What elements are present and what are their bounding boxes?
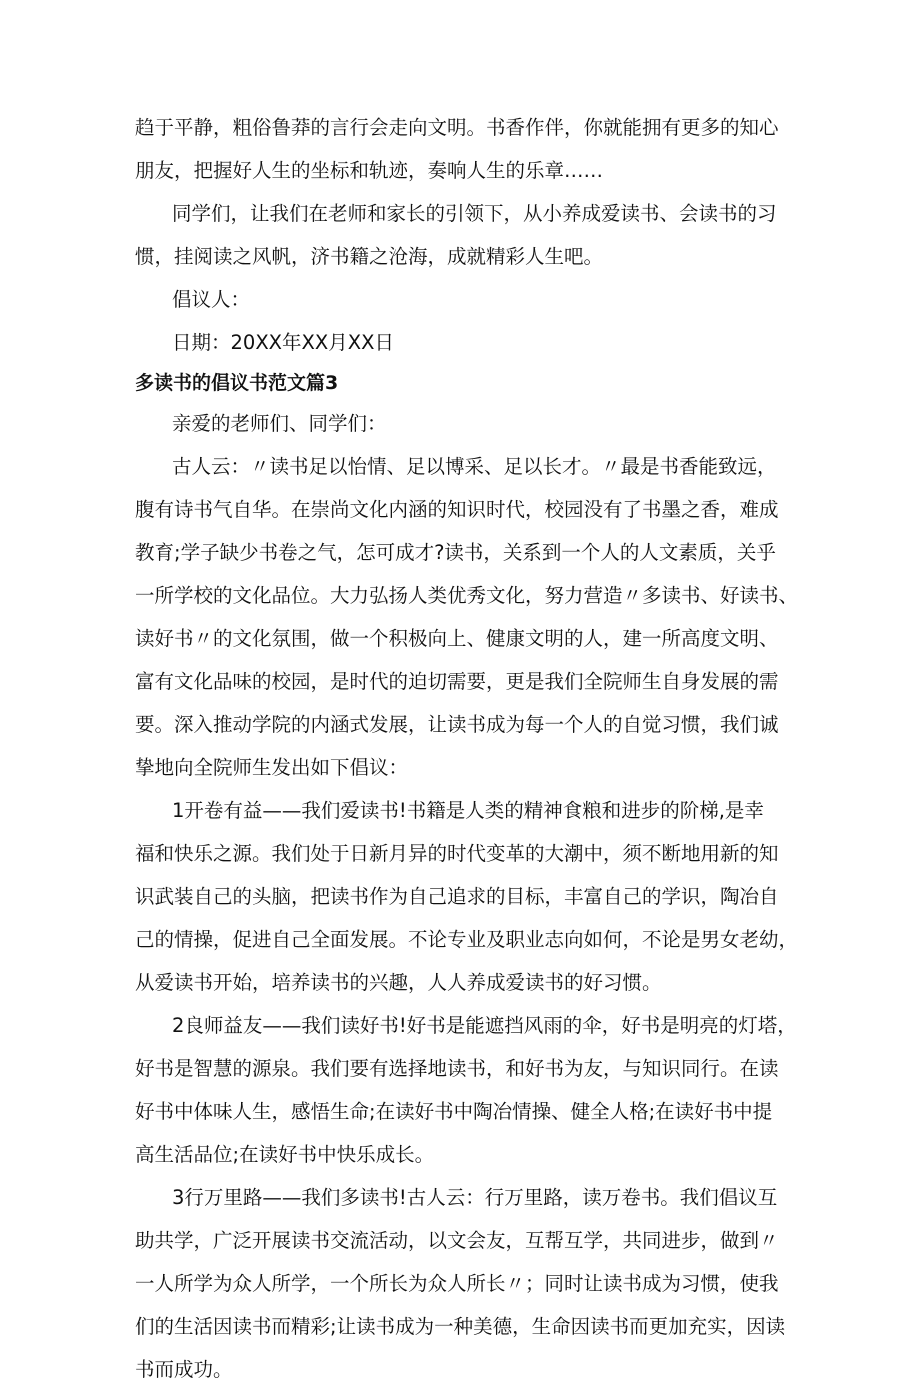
proposer-label: 倡议人： [172, 288, 251, 311]
paragraph-line: 3行万里路——我们多读书!古人云：行万里路，读万卷书。我们倡议互 [172, 1186, 778, 1209]
paragraph-line: 惯，挂阅读之风帆，济书籍之沧海，成就精彩人生吧。 [135, 245, 604, 268]
paragraph-line: 同学们，让我们在老师和家长的引领下，从小养成爱读书、会读书的习 [172, 202, 777, 225]
paragraph-line: 挚地向全院师生发出如下倡议： [135, 756, 409, 779]
date-line: 日期：20XX年XX月XX日 [172, 331, 394, 354]
paragraph-line: 教育;学子缺少书卷之气，怎可成才?读书，关系到一个人的人文素质，关乎 [135, 541, 776, 564]
paragraph-line: 1开卷有益——我们爱读书!书籍是人类的精神食粮和进步的阶梯,是幸 [172, 799, 764, 822]
document-page [135, 106, 799, 1391]
paragraph-line: 要。深入推动学院的内涵式发展，让读书成为每一个人的自觉习惯，我们诚 [135, 713, 779, 736]
paragraph-line: 富有文化品味的校园，是时代的迫切需要，更是我们全院师生自身发展的需 [135, 670, 779, 693]
section-title: 多读书的倡议书范文篇3 [135, 372, 339, 394]
paragraph-line: 福和快乐之源。我们处于日新月异的时代变革的大潮中，须不断地用新的知 [135, 842, 779, 865]
paragraph-line: 朋友，把握好人生的坐标和轨迹，奏响人生的乐章…… [135, 159, 604, 182]
paragraph-line: 古人云：〃读书足以怡情、足以博采、足以长才。〃最是书香能致远， [172, 455, 777, 478]
paragraph-line: 好书是智慧的源泉。我们要有选择地读书，和好书为友，与知识同行。在读 [135, 1057, 779, 1080]
paragraph-line: 一所学校的文化品位。大力弘扬人类优秀文化，努力营造〃多读书、好读书、 [135, 584, 799, 607]
paragraph-line: 们的生活因读书而精彩;让读书成为一种美德，生命因读书而更加充实，因读 [135, 1315, 786, 1338]
paragraph-line: 读好书〃的文化氛围，做一个积极向上、健康文明的人，建一所高度文明、 [135, 627, 779, 650]
paragraph-line: 助共学，广泛开展读书交流活动，以文会友，互帮互学，共同进步，做到〃 [135, 1229, 779, 1252]
paragraph-line: 书而成功。 [135, 1358, 233, 1381]
salutation: 亲爱的老师们、同学们： [172, 412, 387, 435]
paragraph-line: 己的情操，促进自己全面发展。不论专业及职业志向如何，不论是男女老幼， [135, 928, 799, 951]
paragraph-line: 趋于平静，粗俗鲁莽的言行会走向文明。书香作伴，你就能拥有更多的知心 [135, 116, 779, 139]
paragraph-line: 从爱读书开始，培养读书的兴趣，人人养成爱读书的好习惯。 [135, 971, 662, 994]
paragraph-line: 高生活品位;在读好书中快乐成长。 [135, 1143, 435, 1166]
paragraph-line: 2良师益友——我们读好书!好书是能遮挡风雨的伞，好书是明亮的灯塔， [172, 1014, 797, 1037]
paragraph-line: 好书中体味人生，感悟生命;在读好书中陶冶情操、健全人格;在读好书中提 [135, 1100, 773, 1123]
paragraph-line: 识武装自己的头脑，把读书作为自己追求的目标，丰富自己的学识，陶冶自 [135, 885, 779, 908]
paragraph-line: 腹有诗书气自华。在崇尚文化内涵的知识时代，校园没有了书墨之香，难成 [135, 498, 779, 521]
paragraph-line: 一人所学为众人所学，一个所长为众人所长〃；同时让读书成为习惯，使我 [135, 1272, 779, 1295]
